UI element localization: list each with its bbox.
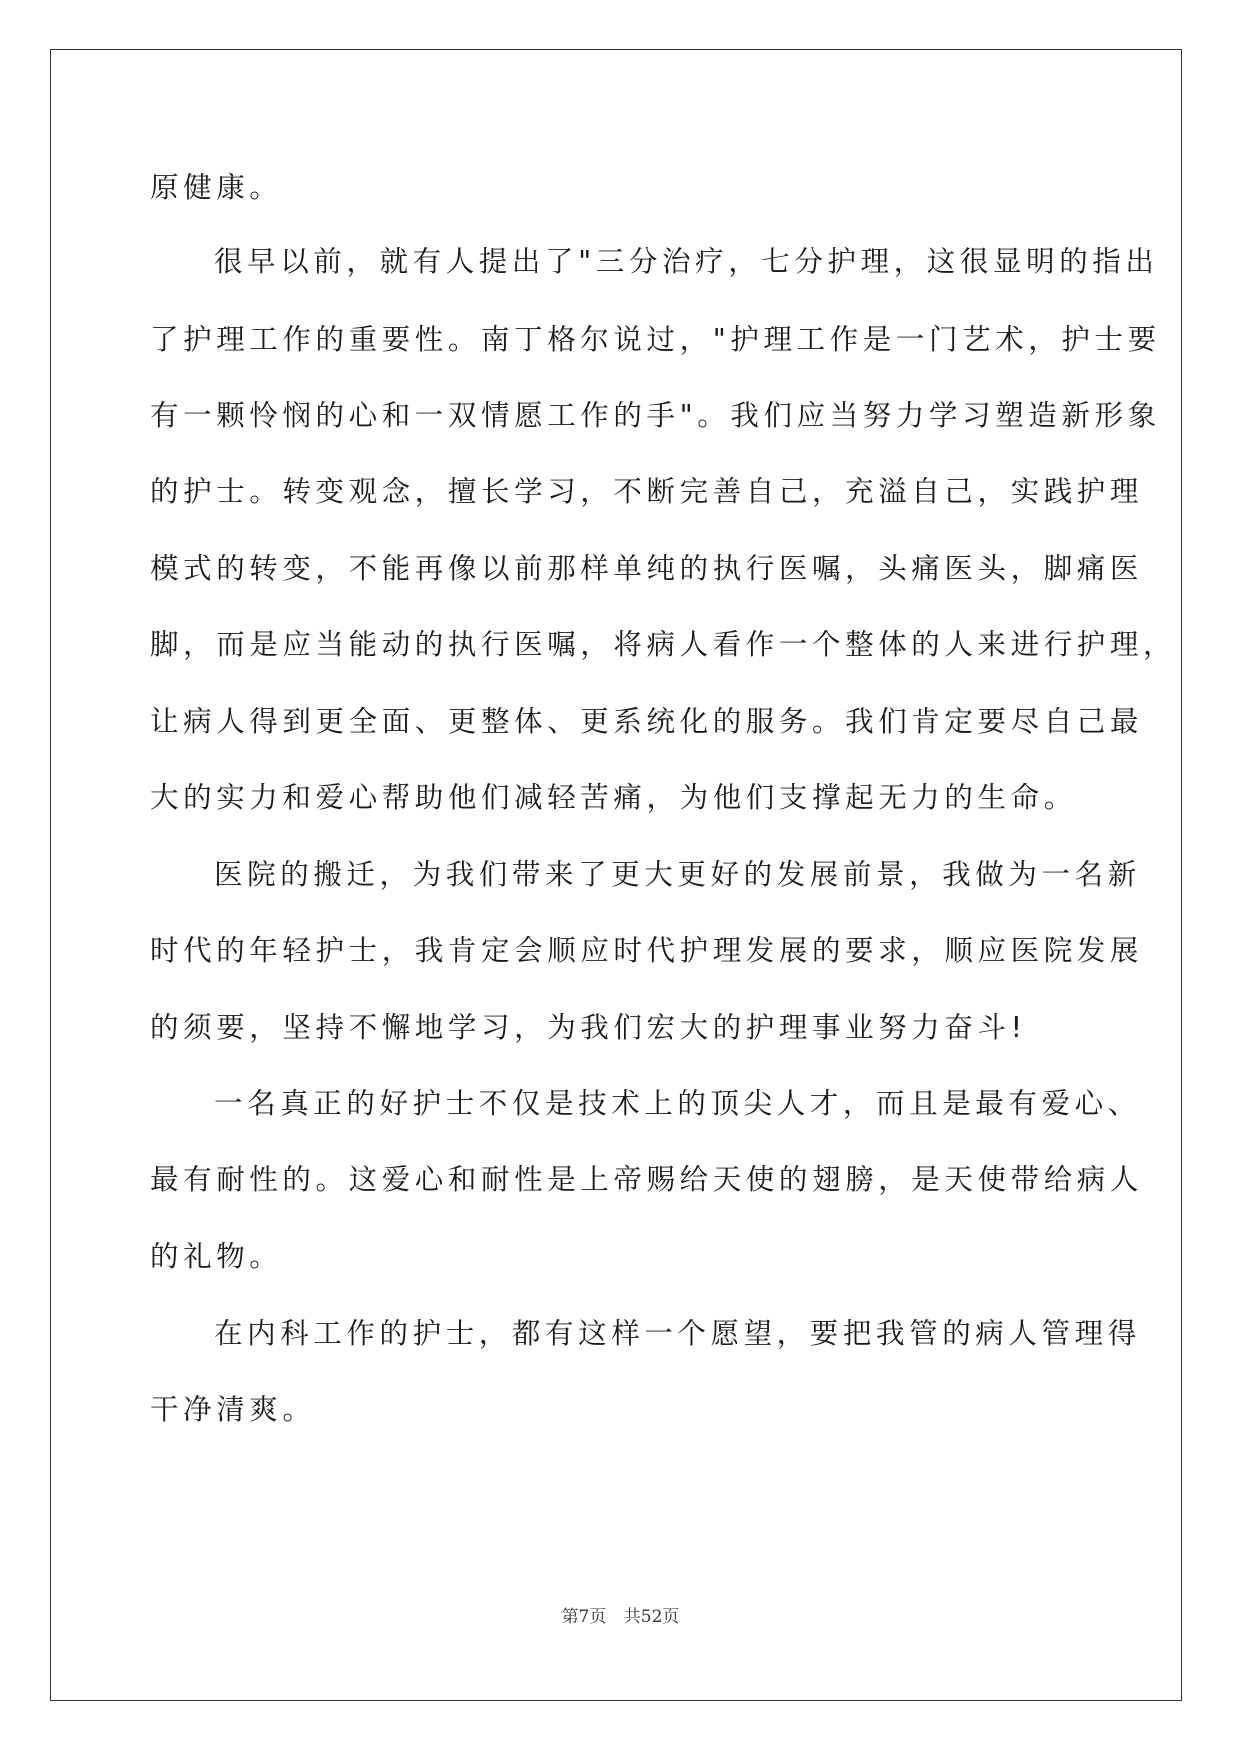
text-line: 大的实力和爱心帮助他们减轻苦痛，为他们支撑起无力的生命。 bbox=[150, 781, 1077, 814]
text-line: 脚，而是应当能动的执行医嘱，将病人看作一个整体的人来进行护理， bbox=[150, 628, 1177, 661]
text-line: 的须要，坚持不懈地学习，为我们宏大的护理事业努力奋斗! bbox=[150, 1011, 1027, 1044]
text-line: 让病人得到更全面、更整体、更系统化的服务。我们肯定要尽自己最 bbox=[150, 705, 1144, 738]
text-line: 的护士。转变观念，擅长学习，不断完善自己，充溢自己，实践护理 bbox=[150, 475, 1144, 508]
paragraph-start-line: 在内科工作的护士，都有这样一个愿望，要把我管的病人管理得 bbox=[214, 1317, 1141, 1350]
text-line: 原健康。 bbox=[150, 171, 283, 204]
text-line: 了护理工作的重要性。南丁格尔说过，"护理工作是一门艺术，护士要 bbox=[150, 323, 1161, 356]
paragraph-start-line: 医院的搬迁，为我们带来了更大更好的发展前景，我做为一名新 bbox=[214, 858, 1141, 891]
page-total: 共52页 bbox=[623, 1607, 680, 1627]
text-line: 时代的年轻护士，我肯定会顺应时代护理发展的要求，顺应医院发展 bbox=[150, 934, 1144, 967]
text-line: 有一颗怜悯的心和一双情愿工作的手"。我们应当努力学习塑造新形象 bbox=[150, 399, 1161, 432]
text-line: 模式的转变，不能再像以前那样单纯的执行医嘱，头痛医头，脚痛医 bbox=[150, 552, 1144, 585]
text-line: 干净清爽。 bbox=[150, 1393, 316, 1426]
paragraph-start-line: 很早以前，就有人提出了"三分治疗，七分护理，这很显明的指出 bbox=[214, 245, 1159, 278]
page-number: 第7页 bbox=[561, 1607, 607, 1627]
text-line: 的礼物。 bbox=[150, 1240, 283, 1273]
text-line: 最有耐性的。这爱心和耐性是上帝赐给天使的翅膀，是天使带给病人 bbox=[150, 1163, 1144, 1196]
page-footer bbox=[0, 1606, 1241, 1628]
paragraph-start-line: 一名真正的好护士不仅是技术上的顶尖人才，而且是最有爱心、 bbox=[214, 1087, 1141, 1120]
